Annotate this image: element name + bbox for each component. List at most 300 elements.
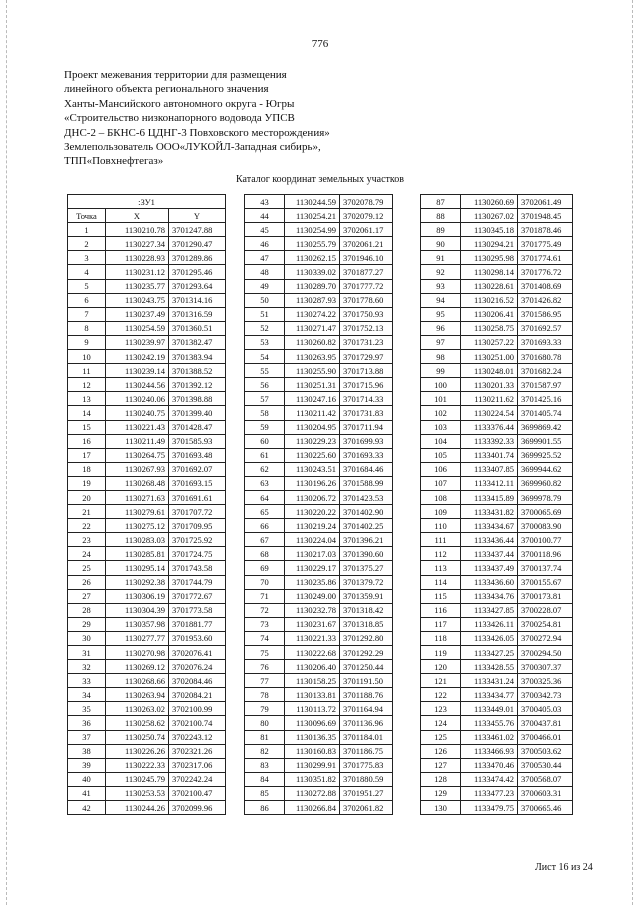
table-row xyxy=(68,674,226,688)
cell-y: 3700503.62 xyxy=(518,744,573,758)
cell-x: 1130229.23 xyxy=(285,434,340,448)
page-number: 776 xyxy=(311,38,329,50)
cell-x: 1130239.14 xyxy=(106,364,169,378)
cell-y: 3701585.93 xyxy=(169,434,226,448)
table-row xyxy=(421,603,573,617)
cell-point: 79 xyxy=(245,702,285,716)
cell-point: 125 xyxy=(421,730,461,744)
table-row xyxy=(245,716,393,730)
cell-y: 3699944.62 xyxy=(518,462,573,476)
cell-point: 22 xyxy=(68,519,106,533)
cell-point: 28 xyxy=(68,603,106,617)
cell-y: 3701392.12 xyxy=(169,378,226,392)
table-row xyxy=(245,251,393,265)
table-row xyxy=(421,406,573,420)
cell-point: 80 xyxy=(245,716,285,730)
cell-y: 3701402.90 xyxy=(340,505,393,519)
cell-point: 83 xyxy=(245,758,285,772)
cell-y: 3702084.21 xyxy=(169,688,226,702)
cell-y: 3701402.25 xyxy=(340,519,393,533)
cell-point: 81 xyxy=(245,730,285,744)
cell-x: 1133401.74 xyxy=(461,448,518,462)
cell-y: 3702242.24 xyxy=(169,772,226,786)
cell-y: 3700228.07 xyxy=(518,603,573,617)
table-row xyxy=(245,378,393,392)
cell-point: 29 xyxy=(68,617,106,631)
cell-point: 52 xyxy=(245,321,285,335)
cell-y: 3701725.92 xyxy=(169,533,226,547)
cell-point: 67 xyxy=(245,533,285,547)
cell-point: 55 xyxy=(245,364,285,378)
cell-point: 106 xyxy=(421,462,461,476)
cell-x: 1130283.03 xyxy=(106,533,169,547)
table-row xyxy=(68,716,226,730)
cell-x: 1133392.33 xyxy=(461,434,518,448)
table-row xyxy=(245,279,393,293)
cell-y: 3701586.95 xyxy=(518,307,573,321)
cell-x: 1133474.42 xyxy=(461,772,518,786)
cell-point: 114 xyxy=(421,575,461,589)
cell-x: 1130240.75 xyxy=(106,406,169,420)
cell-y: 3701692.57 xyxy=(518,321,573,335)
cell-x: 1130235.77 xyxy=(106,279,169,293)
cell-point: 38 xyxy=(68,744,106,758)
table-row xyxy=(421,801,573,815)
cell-x: 1133449.01 xyxy=(461,702,518,716)
cell-y: 3699901.55 xyxy=(518,434,573,448)
cell-point: 30 xyxy=(68,631,106,645)
cell-point: 33 xyxy=(68,674,106,688)
cell-x: 1130270.98 xyxy=(106,646,169,660)
table-row xyxy=(421,660,573,674)
cell-y: 3701711.94 xyxy=(340,420,393,434)
cell-point: 117 xyxy=(421,617,461,631)
table-row xyxy=(68,688,226,702)
cell-x: 1130211.49 xyxy=(106,434,169,448)
cell-x: 1130263.95 xyxy=(285,350,340,364)
cell-point: 2 xyxy=(68,237,106,251)
cell-point: 109 xyxy=(421,505,461,519)
table-row xyxy=(421,476,573,490)
cell-y: 3701293.64 xyxy=(169,279,226,293)
cell-y: 3701425.16 xyxy=(518,392,573,406)
table-row xyxy=(245,702,393,716)
table-row xyxy=(421,279,573,293)
cell-y: 3702078.79 xyxy=(340,195,393,209)
table-row xyxy=(68,293,226,307)
cell-x: 1130251.00 xyxy=(461,350,518,364)
cell-x: 1130251.31 xyxy=(285,378,340,392)
table-row xyxy=(245,660,393,674)
table-row xyxy=(68,561,226,575)
cell-x: 1130275.12 xyxy=(106,519,169,533)
cell-x: 1130240.06 xyxy=(106,392,169,406)
cell-x: 1130294.21 xyxy=(461,237,518,251)
table-row xyxy=(68,364,226,378)
cell-x: 1130304.39 xyxy=(106,603,169,617)
cell-x: 1130306.19 xyxy=(106,589,169,603)
cell-y: 3700342.73 xyxy=(518,688,573,702)
cell-x: 1133427.25 xyxy=(461,646,518,660)
cell-point: 119 xyxy=(421,646,461,660)
cell-y: 3701390.60 xyxy=(340,547,393,561)
cell-x: 1130235.86 xyxy=(285,575,340,589)
cell-y: 3701948.45 xyxy=(518,209,573,223)
cell-point: 26 xyxy=(68,575,106,589)
table-row xyxy=(68,335,226,349)
cell-y: 3702061.21 xyxy=(340,237,393,251)
cell-x: 1130211.62 xyxy=(461,392,518,406)
cell-y: 3701588.99 xyxy=(340,476,393,490)
table-row xyxy=(421,646,573,660)
cell-x: 1133428.55 xyxy=(461,660,518,674)
cell-y: 3701359.91 xyxy=(340,589,393,603)
right-margin-line xyxy=(632,0,634,905)
cell-y: 3701405.74 xyxy=(518,406,573,420)
table-row xyxy=(68,660,226,674)
cell-x: 1133461.02 xyxy=(461,730,518,744)
cell-x: 1133412.11 xyxy=(461,476,518,490)
cell-y: 3701731.83 xyxy=(340,406,393,420)
table-row xyxy=(421,688,573,702)
cell-point: 104 xyxy=(421,434,461,448)
table-row xyxy=(245,476,393,490)
cell-y: 3701709.95 xyxy=(169,519,226,533)
table-row xyxy=(68,786,226,800)
cell-x: 1130298.14 xyxy=(461,265,518,279)
cell-y: 3702061.82 xyxy=(340,801,393,815)
cell-y: 3701693.33 xyxy=(518,335,573,349)
coordinates-table-2 xyxy=(244,194,393,815)
header-line: Проект межевания территории для размещения xyxy=(64,69,287,81)
cell-x: 1133407.85 xyxy=(461,462,518,476)
table-row xyxy=(245,758,393,772)
cell-x: 1130250.74 xyxy=(106,730,169,744)
table-row xyxy=(245,350,393,364)
cell-point: 12 xyxy=(68,378,106,392)
cell-y: 3701693.15 xyxy=(169,476,226,490)
cell-x: 1133426.05 xyxy=(461,631,518,645)
cell-x: 1130222.68 xyxy=(285,646,340,660)
cell-y: 3702079.12 xyxy=(340,209,393,223)
cell-y: 3701184.01 xyxy=(340,730,393,744)
cell-y: 3701692.07 xyxy=(169,462,226,476)
table-row xyxy=(68,801,226,815)
cell-x: 1133431.82 xyxy=(461,505,518,519)
table-row xyxy=(245,335,393,349)
cell-point: 127 xyxy=(421,758,461,772)
cell-y: 3701775.83 xyxy=(340,758,393,772)
cell-x: 1130221.33 xyxy=(285,631,340,645)
cell-point: 107 xyxy=(421,476,461,490)
table-row xyxy=(421,561,573,575)
group-label: :ЗУ1 xyxy=(68,195,226,209)
column-header-y: Y xyxy=(169,209,226,223)
table-row xyxy=(68,772,226,786)
cell-y: 3702076.24 xyxy=(169,660,226,674)
cell-x: 1130268.66 xyxy=(106,674,169,688)
cell-y: 3701382.47 xyxy=(169,335,226,349)
cell-y: 3699960.82 xyxy=(518,476,573,490)
cell-x: 1130136.35 xyxy=(285,730,340,744)
cell-y: 3702061.49 xyxy=(518,195,573,209)
header-line: линейного объекта регионального значения xyxy=(64,83,269,96)
cell-y: 3702243.12 xyxy=(169,730,226,744)
cell-x: 1130287.93 xyxy=(285,293,340,307)
table-row xyxy=(245,434,393,448)
cell-point: 6 xyxy=(68,293,106,307)
cell-y: 3702317.06 xyxy=(169,758,226,772)
cell-point: 31 xyxy=(68,646,106,660)
cell-point: 39 xyxy=(68,758,106,772)
cell-y: 3701773.58 xyxy=(169,603,226,617)
table-row xyxy=(245,589,393,603)
cell-point: 18 xyxy=(68,462,106,476)
cell-x: 1130258.62 xyxy=(106,716,169,730)
table-row xyxy=(68,617,226,631)
cell-point: 110 xyxy=(421,519,461,533)
cell-y: 3701699.93 xyxy=(340,434,393,448)
cell-point: 72 xyxy=(245,603,285,617)
table-row xyxy=(68,265,226,279)
cell-point: 101 xyxy=(421,392,461,406)
cell-y: 3700155.67 xyxy=(518,575,573,589)
cell-y: 3701951.27 xyxy=(340,786,393,800)
cell-y: 3701360.51 xyxy=(169,321,226,335)
cell-x: 1130201.33 xyxy=(461,378,518,392)
cell-x: 1130206.72 xyxy=(285,490,340,504)
cell-y: 3701250.44 xyxy=(340,660,393,674)
cell-point: 14 xyxy=(68,406,106,420)
cell-y: 3701682.24 xyxy=(518,364,573,378)
cell-y: 3701877.27 xyxy=(340,265,393,279)
cell-y: 3701428.47 xyxy=(169,420,226,434)
table-row xyxy=(245,744,393,758)
cell-x: 1130224.04 xyxy=(285,533,340,547)
cell-point: 70 xyxy=(245,575,285,589)
table-row xyxy=(68,223,226,237)
cell-point: 97 xyxy=(421,335,461,349)
cell-point: 126 xyxy=(421,744,461,758)
cell-x: 1133437.44 xyxy=(461,547,518,561)
cell-point: 84 xyxy=(245,772,285,786)
cell-y: 3701693.33 xyxy=(340,448,393,462)
table-row xyxy=(421,448,573,462)
cell-x: 1130219.24 xyxy=(285,519,340,533)
cell-point: 49 xyxy=(245,279,285,293)
cell-point: 8 xyxy=(68,321,106,335)
cell-point: 10 xyxy=(68,350,106,364)
cell-point: 78 xyxy=(245,688,285,702)
cell-y: 3701314.16 xyxy=(169,293,226,307)
coordinates-table-3 xyxy=(420,194,573,815)
cell-y: 3701743.58 xyxy=(169,561,226,575)
cell-y: 3701186.75 xyxy=(340,744,393,758)
cell-x: 1130267.93 xyxy=(106,462,169,476)
table-row xyxy=(245,617,393,631)
cell-point: 87 xyxy=(421,195,461,209)
cell-point: 130 xyxy=(421,801,461,815)
table-row xyxy=(245,237,393,251)
cell-x: 1130271.47 xyxy=(285,321,340,335)
cell-point: 66 xyxy=(245,519,285,533)
cell-y: 3701752.13 xyxy=(340,321,393,335)
cell-y: 3701684.46 xyxy=(340,462,393,476)
cell-y: 3701398.88 xyxy=(169,392,226,406)
cell-x: 1133427.85 xyxy=(461,603,518,617)
cell-y: 3700437.81 xyxy=(518,716,573,730)
cell-point: 17 xyxy=(68,448,106,462)
cell-y: 3701775.49 xyxy=(518,237,573,251)
cell-point: 90 xyxy=(421,237,461,251)
cell-point: 124 xyxy=(421,716,461,730)
cell-point: 51 xyxy=(245,307,285,321)
cell-point: 94 xyxy=(421,293,461,307)
cell-x: 1130221.43 xyxy=(106,420,169,434)
cell-point: 53 xyxy=(245,335,285,349)
table-row xyxy=(245,209,393,223)
cell-point: 37 xyxy=(68,730,106,744)
cell-y: 3700173.81 xyxy=(518,589,573,603)
cell-y: 3701778.60 xyxy=(340,293,393,307)
table-row xyxy=(68,392,226,406)
table-row xyxy=(68,646,226,660)
cell-x: 1130266.84 xyxy=(285,801,340,815)
cell-x: 1130299.91 xyxy=(285,758,340,772)
table-row xyxy=(245,392,393,406)
cell-x: 1130228.93 xyxy=(106,251,169,265)
cell-x: 1130258.75 xyxy=(461,321,518,335)
cell-point: 57 xyxy=(245,392,285,406)
cell-point: 89 xyxy=(421,223,461,237)
table-row xyxy=(68,533,226,547)
cell-point: 5 xyxy=(68,279,106,293)
cell-x: 1130245.79 xyxy=(106,772,169,786)
cell-point: 4 xyxy=(68,265,106,279)
cell-x: 1130279.61 xyxy=(106,505,169,519)
cell-x: 1130357.98 xyxy=(106,617,169,631)
cell-point: 118 xyxy=(421,631,461,645)
cell-y: 3701946.10 xyxy=(340,251,393,265)
cell-y: 3700137.74 xyxy=(518,561,573,575)
cell-x: 1133434.76 xyxy=(461,589,518,603)
cell-x: 1130254.99 xyxy=(285,223,340,237)
cell-point: 95 xyxy=(421,307,461,321)
table-row xyxy=(245,603,393,617)
table-row xyxy=(421,505,573,519)
cell-point: 74 xyxy=(245,631,285,645)
cell-x: 1130253.53 xyxy=(106,786,169,800)
table-row xyxy=(68,589,226,603)
cell-y: 3701680.78 xyxy=(518,350,573,364)
cell-y: 3701290.47 xyxy=(169,237,226,251)
cell-x: 1133434.77 xyxy=(461,688,518,702)
table-row xyxy=(245,223,393,237)
cell-y: 3701426.82 xyxy=(518,293,573,307)
table-row xyxy=(421,335,573,349)
column-header-point: Точка xyxy=(68,209,106,223)
table-row xyxy=(421,617,573,631)
table-row xyxy=(421,265,573,279)
table-row xyxy=(421,589,573,603)
table-row xyxy=(68,631,226,645)
cell-x: 1133477.23 xyxy=(461,786,518,800)
cell-point: 7 xyxy=(68,307,106,321)
table-row xyxy=(421,547,573,561)
cell-point: 24 xyxy=(68,547,106,561)
cell-x: 1130239.97 xyxy=(106,335,169,349)
table-row xyxy=(421,744,573,758)
cell-x: 1130262.15 xyxy=(285,251,340,265)
cell-point: 65 xyxy=(245,505,285,519)
cell-x: 1130211.42 xyxy=(285,406,340,420)
cell-x: 1130257.22 xyxy=(461,335,518,349)
table-row xyxy=(421,716,573,730)
table-row xyxy=(245,490,393,504)
table-row xyxy=(421,223,573,237)
header-line: Землепользователь ООО«ЛУКОЙЛ-Западная сибирь», xyxy=(64,141,321,154)
coordinates-table-1 xyxy=(67,194,226,815)
cell-point: 46 xyxy=(245,237,285,251)
cell-x: 1133455.76 xyxy=(461,716,518,730)
table-row xyxy=(245,786,393,800)
cell-x: 1130225.60 xyxy=(285,448,340,462)
table-row xyxy=(245,321,393,335)
cell-point: 113 xyxy=(421,561,461,575)
cell-x: 1130339.02 xyxy=(285,265,340,279)
cell-y: 3701136.96 xyxy=(340,716,393,730)
cell-point: 27 xyxy=(68,589,106,603)
cell-point: 85 xyxy=(245,786,285,800)
cell-x: 1133479.75 xyxy=(461,801,518,815)
table-row xyxy=(68,490,226,504)
cell-x: 1130351.82 xyxy=(285,772,340,786)
cell-x: 1130244.59 xyxy=(285,195,340,209)
cell-point: 71 xyxy=(245,589,285,603)
table-row xyxy=(68,505,226,519)
table-row xyxy=(68,251,226,265)
cell-point: 129 xyxy=(421,786,461,800)
table-row xyxy=(245,195,393,209)
cell-point: 32 xyxy=(68,660,106,674)
table-row xyxy=(245,561,393,575)
cell-x: 1130216.52 xyxy=(461,293,518,307)
cell-x: 1130254.59 xyxy=(106,321,169,335)
cell-y: 3700272.94 xyxy=(518,631,573,645)
table-row xyxy=(421,533,573,547)
cell-x: 1130255.90 xyxy=(285,364,340,378)
table-row xyxy=(68,378,226,392)
cell-point: 45 xyxy=(245,223,285,237)
cell-point: 21 xyxy=(68,505,106,519)
cell-point: 120 xyxy=(421,660,461,674)
cell-y: 3701750.93 xyxy=(340,307,393,321)
cell-point: 3 xyxy=(68,251,106,265)
cell-x: 1130226.26 xyxy=(106,744,169,758)
table-row xyxy=(245,547,393,561)
table-row xyxy=(68,237,226,251)
cell-y: 3701729.97 xyxy=(340,350,393,364)
cell-y: 3699925.52 xyxy=(518,448,573,462)
cell-y: 3700603.31 xyxy=(518,786,573,800)
table-row xyxy=(245,646,393,660)
table-row xyxy=(421,195,573,209)
cell-x: 1130289.70 xyxy=(285,279,340,293)
table-row xyxy=(245,772,393,786)
cell-y: 3700100.77 xyxy=(518,533,573,547)
table-row xyxy=(421,674,573,688)
table-row xyxy=(421,364,573,378)
